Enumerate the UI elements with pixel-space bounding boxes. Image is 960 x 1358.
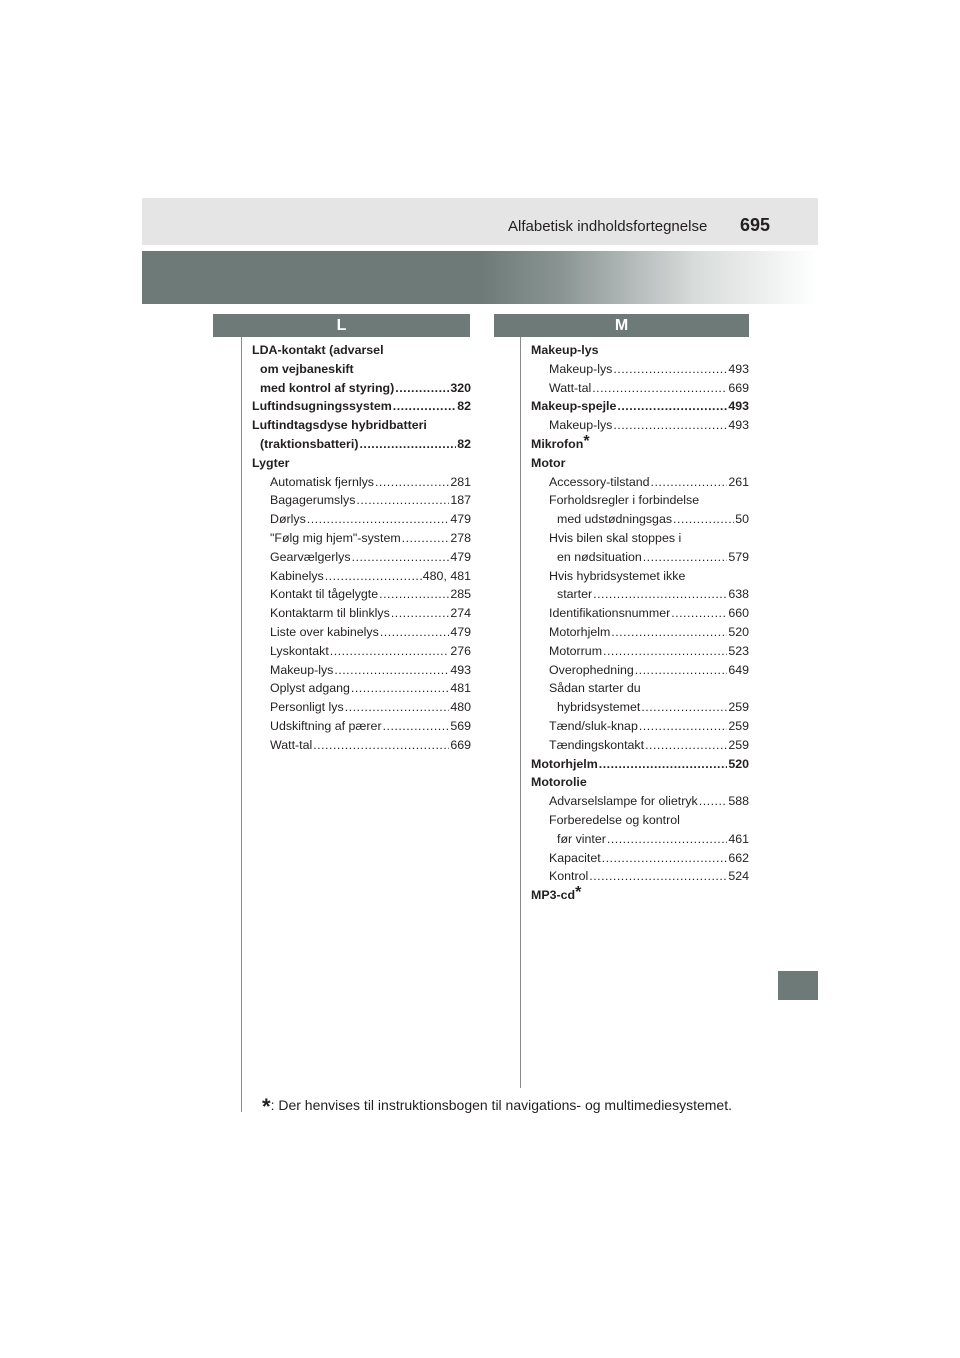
dot-leader <box>611 623 727 642</box>
decorative-gradient-band <box>142 251 818 304</box>
entry-term: Lyskontakt <box>270 643 329 658</box>
dot-leader <box>380 623 449 642</box>
dot-leader <box>635 661 728 680</box>
dot-leader <box>352 548 450 567</box>
entry-page-ref: 480 <box>450 700 471 715</box>
column-divider <box>520 314 521 1088</box>
index-entry <box>252 717 471 736</box>
dot-leader <box>671 604 727 623</box>
index-heading-line <box>531 454 749 473</box>
dot-leader <box>325 567 422 586</box>
dot-leader <box>643 548 728 567</box>
entry-term: hybridsystemet <box>557 700 641 715</box>
index-entry <box>252 623 471 642</box>
chapter-tab-marker <box>778 971 818 1000</box>
entry-term: Accessory-tilstand <box>549 474 650 489</box>
index-entry <box>531 830 749 849</box>
left-margin-rule <box>241 314 242 1112</box>
entry-term: Liste over kabinelys <box>270 624 379 639</box>
entry-term: Kontrol <box>549 869 589 884</box>
index-entry <box>531 416 749 435</box>
dot-leader <box>391 604 449 623</box>
index-entry <box>531 755 749 774</box>
entry-page-ref: 481 <box>450 681 471 696</box>
entry-page-ref: 493 <box>728 418 749 433</box>
index-entry <box>252 397 471 416</box>
index-entry <box>252 642 471 661</box>
entry-page-ref: 259 <box>728 737 749 752</box>
dot-leader <box>356 491 449 510</box>
footnote-asterisk: * <box>262 1094 271 1119</box>
dot-leader <box>307 510 450 529</box>
entry-page-ref: 259 <box>728 700 749 715</box>
index-entry <box>531 510 749 529</box>
entry-page-ref: 479 <box>450 549 471 564</box>
dot-leader <box>379 585 449 604</box>
index-entry <box>531 623 749 642</box>
index-heading-line <box>252 360 471 379</box>
index-entry <box>252 548 471 567</box>
entry-page-ref: 524 <box>728 869 749 884</box>
entry-term: Tændingskontakt <box>549 737 645 752</box>
index-entry <box>252 510 471 529</box>
index-entry <box>252 585 471 604</box>
entry-term: MP3-cd <box>531 888 576 903</box>
entry-term: Udskiftning af pærer <box>270 718 382 733</box>
index-heading-line <box>252 416 471 435</box>
entry-term: Hvis hybridsystemet ikke <box>549 568 686 583</box>
entry-page-ref: 281 <box>450 474 471 489</box>
entry-term: starter <box>557 587 593 602</box>
dot-leader <box>602 849 728 868</box>
index-entry <box>252 698 471 717</box>
footnote <box>262 1090 732 1119</box>
entry-page-ref: 259 <box>728 718 749 733</box>
entry-page-ref: 285 <box>450 587 471 602</box>
asterisk-marker: * <box>575 883 582 901</box>
entry-term: Makeup-lys <box>549 418 613 433</box>
index-heading-line <box>531 529 749 548</box>
entry-term: med udstødningsgas <box>557 512 673 527</box>
dot-leader <box>645 736 727 755</box>
dot-leader <box>613 360 727 379</box>
index-heading-line <box>252 454 471 473</box>
index-heading-line <box>531 883 749 905</box>
column-heading-l: L <box>213 314 470 337</box>
entry-page-ref: 278 <box>450 530 471 545</box>
section-title: Alfabetisk indholdsfortegnelse <box>508 218 708 235</box>
entry-term: Tænd/sluk-knap <box>549 718 638 733</box>
entry-page-ref: 274 <box>450 606 471 621</box>
dot-leader <box>334 661 449 680</box>
entry-term: Watt-tal <box>549 380 592 395</box>
entry-page-ref: 493 <box>728 361 749 376</box>
entry-term: Overophedning <box>549 662 634 677</box>
entry-term: Makeup-lys <box>531 343 599 357</box>
index-entry <box>252 567 471 586</box>
index-entry <box>252 736 471 755</box>
entry-term: Motorhjelm <box>549 624 611 639</box>
index-entry <box>531 642 749 661</box>
index-column-right <box>531 341 749 905</box>
dot-leader <box>375 473 449 492</box>
entry-term: Kontakt til tågelygte <box>270 587 379 602</box>
dot-leader <box>641 698 727 717</box>
dot-leader <box>589 867 727 886</box>
entry-term: Motorhjelm <box>531 756 598 771</box>
index-entry <box>252 491 471 510</box>
column-heading-m: M <box>494 314 749 337</box>
dot-leader <box>402 529 450 548</box>
entry-page-ref: 520 <box>728 756 749 771</box>
entry-page-ref: 82 <box>457 436 471 451</box>
entry-term: Forberedelse og kontrol <box>549 812 680 827</box>
dot-leader <box>699 792 728 811</box>
index-entry <box>531 397 749 416</box>
entry-term: Luftindtagsdyse hybridbatteri <box>252 418 427 433</box>
entry-page-ref: 320 <box>450 380 471 395</box>
entry-term: før vinter <box>557 831 606 846</box>
entry-term: Motor <box>531 455 566 470</box>
entry-term: Bagagerumslys <box>270 493 356 508</box>
entry-page-ref: 579 <box>728 549 749 564</box>
entry-page-ref: 660 <box>728 606 749 621</box>
index-entry <box>252 529 471 548</box>
dot-leader <box>639 717 727 736</box>
index-entry <box>531 849 749 868</box>
entry-page-ref: 569 <box>450 718 471 733</box>
index-entry <box>531 717 749 736</box>
entry-page-ref: 187 <box>450 493 471 508</box>
dot-leader <box>359 435 456 454</box>
dot-leader <box>651 473 728 492</box>
index-entry <box>531 585 749 604</box>
dot-leader <box>393 397 456 416</box>
dot-leader <box>330 642 450 661</box>
entry-page-ref: 461 <box>728 831 749 846</box>
entry-term: Hvis bilen skal stoppes i <box>549 530 682 545</box>
index-entry <box>531 604 749 623</box>
entry-page-ref: 261 <box>728 474 749 489</box>
index-heading-line <box>531 432 749 454</box>
dot-leader <box>603 642 727 661</box>
entry-page-ref: 523 <box>728 643 749 658</box>
index-column-left <box>252 341 471 755</box>
entry-term: Dørlys <box>270 512 306 527</box>
dot-leader <box>383 717 450 736</box>
index-heading-line <box>531 811 749 830</box>
entry-term: Lygter <box>252 455 290 470</box>
index-entry <box>252 661 471 680</box>
entry-term: Makeup-lys <box>270 662 334 677</box>
index-entry <box>252 435 471 454</box>
dot-leader <box>592 379 727 398</box>
entry-page-ref: 493 <box>728 399 749 414</box>
index-entry <box>252 604 471 623</box>
entry-page-ref: 638 <box>728 587 749 602</box>
entry-page-ref: 588 <box>728 794 749 809</box>
index-heading-line <box>252 341 471 360</box>
entry-term: Forholdsregler i forbindelse <box>549 493 700 508</box>
entry-term: Oplyst adgang <box>270 681 350 696</box>
entry-term: LDA-kontakt (advarsel <box>252 343 384 357</box>
entry-term: "Følg mig hjem"-system <box>270 530 401 545</box>
index-heading-line <box>531 679 749 698</box>
dot-leader <box>613 416 727 435</box>
entry-term: Kontaktarm til blinklys <box>270 606 390 621</box>
entry-term: om vejbaneskift <box>260 361 354 376</box>
entry-page-ref: 669 <box>728 380 749 395</box>
entry-page-ref: 479 <box>450 512 471 527</box>
entry-term: Automatisk fjernlys <box>270 474 374 489</box>
asterisk-marker: * <box>583 432 590 450</box>
entry-page-ref: 479 <box>450 624 471 639</box>
entry-page-ref: 50 <box>735 512 749 527</box>
entry-term: en nødsituation <box>557 549 642 564</box>
index-entry <box>252 473 471 492</box>
index-entry <box>531 473 749 492</box>
entry-term: (traktionsbatteri) <box>260 436 359 451</box>
entry-term: Watt-tal <box>270 737 313 752</box>
entry-page-ref: 276 <box>450 643 471 658</box>
entry-term: Motorrum <box>549 643 603 658</box>
index-entry <box>531 360 749 379</box>
dot-leader <box>351 679 449 698</box>
index-entry <box>531 867 749 886</box>
header-band <box>142 198 818 245</box>
dot-leader <box>313 736 449 755</box>
entry-page-ref: 493 <box>450 662 471 677</box>
dot-leader <box>395 379 449 398</box>
index-entry <box>531 661 749 680</box>
entry-term: Luftindsugningssystem <box>252 399 392 414</box>
dot-leader <box>607 830 727 849</box>
index-heading-line <box>531 773 749 792</box>
entry-page-ref: 669 <box>450 737 471 752</box>
index-entry <box>531 379 749 398</box>
page-number: 695 <box>740 215 771 235</box>
entry-term: Gearvælgerlys <box>270 549 351 564</box>
index-heading-line <box>531 567 749 586</box>
entry-term: Identifikationsnummer <box>549 606 671 621</box>
dot-leader <box>593 585 727 604</box>
entry-term: Kapacitet <box>549 850 601 865</box>
entry-term: Personligt lys <box>270 700 344 715</box>
entry-term: Makeup-spejle <box>531 399 617 414</box>
dot-leader <box>345 698 450 717</box>
footnote-text: : Der henvises til instruktionsbogen til navigations- og multimediesystemet. <box>270 1097 732 1113</box>
index-entry <box>252 679 471 698</box>
index-entry <box>531 792 749 811</box>
entry-page-ref: 649 <box>728 662 749 677</box>
entry-term: Motorolie <box>531 775 587 790</box>
entry-page-ref: 662 <box>728 850 749 865</box>
entry-term: Makeup-lys <box>549 361 613 376</box>
index-entry <box>531 698 749 717</box>
entry-term: Advarselslampe for olietryk <box>549 794 698 809</box>
entry-term: Mikrofon <box>531 436 584 451</box>
dot-leader <box>673 510 734 529</box>
entry-term: Sådan starter du <box>549 681 641 696</box>
dot-leader <box>599 755 728 774</box>
index-entry <box>531 548 749 567</box>
index-entry <box>531 736 749 755</box>
entry-page-ref: 480, 481 <box>422 568 471 583</box>
entry-term: Kabinelys <box>270 568 324 583</box>
entry-term: med kontrol af styring) <box>260 380 395 395</box>
entry-page-ref: 520 <box>728 624 749 639</box>
index-entry <box>252 379 471 398</box>
entry-page-ref: 82 <box>457 399 471 414</box>
index-heading-line <box>531 341 749 360</box>
dot-leader <box>617 397 727 416</box>
index-heading-line <box>531 491 749 510</box>
